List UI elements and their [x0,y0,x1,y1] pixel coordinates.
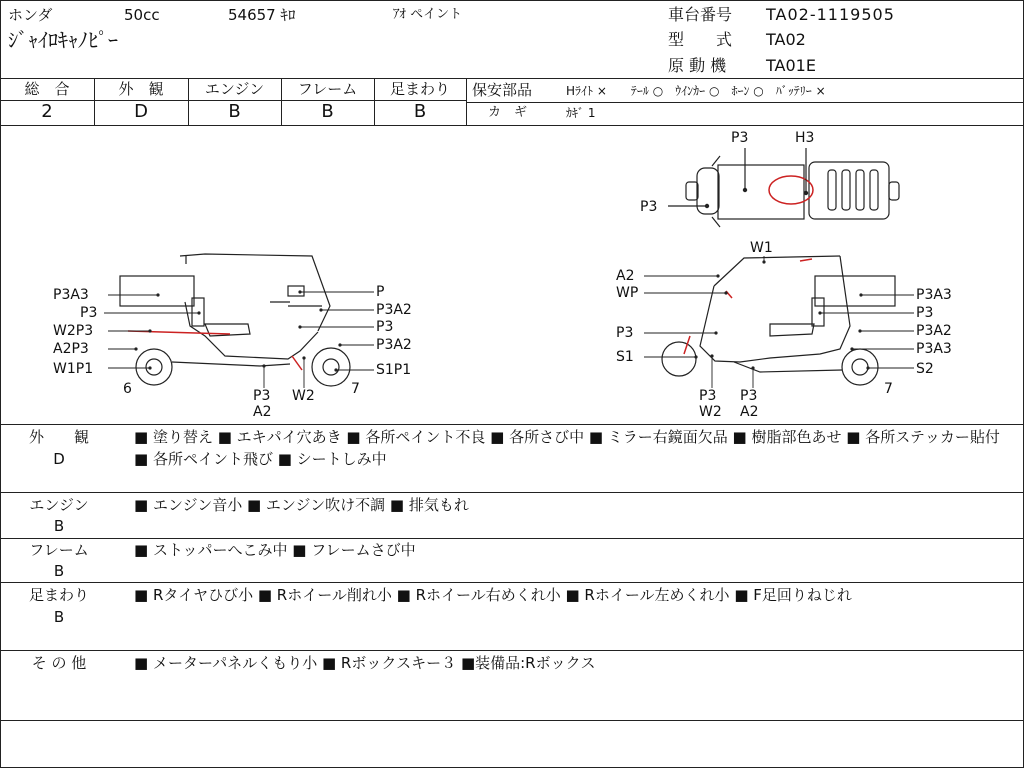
rule [0,720,1024,721]
label-l-12: 7 [351,381,360,397]
exterior-section-grade: D [53,450,65,468]
other-section-label: そ の 他 [31,654,87,672]
label-top-h3: H3 [795,130,815,146]
exterior-label: 外 観 [118,80,164,98]
suspension-grade: B [413,101,427,122]
damage-diagram [0,126,1024,424]
label-l-1: P3A3 [53,287,89,303]
engine-type-label: 原 動 機 [668,56,727,75]
suspension-section-label: 足まわり [28,586,89,604]
right-side-scooter [662,256,895,385]
model-name: ｼﾞｬｲﾛｷｬﾉﾋﾟｰ [8,28,118,52]
safety-items: Hﾗｲﾄ × ﾃｰﾙ ○ ｳｲﾝｶｰ ○ ﾎｰﾝ ○ ﾊﾞｯﾃﾘｰ × [566,84,826,98]
exterior-grade: D [134,101,148,122]
rule [0,424,1024,425]
label-r-15: 7 [884,381,893,397]
overall-label: 総 合 [24,80,70,98]
frame-no-label: 車台番号 [668,5,733,24]
label-l-6: 6 [123,381,132,397]
engine-section-label: エンジン [29,496,89,514]
label-r-4: P3 [616,325,634,341]
label-r-1: W1 [750,240,773,256]
label-r-12: P3A2 [916,323,952,339]
maker: ホンダ [8,6,53,24]
engine-section-grade: B [53,517,65,535]
label-l-5: W1P1 [53,361,94,377]
displacement: 50cc [124,6,160,24]
label-l-7: P [376,284,385,300]
label-r-14: S2 [916,361,934,377]
label-r-7: W2 [699,404,722,420]
label-l-4: A2P3 [53,341,89,357]
label-top-p3b: P3 [640,199,658,215]
engine-remarks: ■ エンジン音小 ■ エンジン吹け不調 ■ 排気もれ [134,496,469,514]
label-r-8: P3 [740,388,758,404]
safety-label: 保安部品 [472,81,533,99]
key-label: カ ギ [488,105,528,120]
exterior-section-label: 外 観 [28,428,89,446]
frame-no: TA02-1119505 [766,5,895,24]
suspension-label: 足まわり [389,80,450,98]
label-r-10: P3A3 [916,287,952,303]
label-top-p3: P3 [731,130,749,146]
label-r-11: P3 [916,305,934,321]
label-r-3: WP [616,285,639,301]
rule [0,78,1024,79]
mileage: 54657 ｷﾛ [228,6,296,24]
label-l-8: P3A2 [376,302,412,318]
label-l-9: P3 [376,319,394,335]
label-r-13: P3A3 [916,341,952,357]
overall-grade: 2 [41,101,53,122]
engine-grade: B [228,101,241,122]
suspension-remarks: ■ Rタイヤひび小 ■ Rホイール削れ小 ■ Rホイール右めくれ小 ■ Rホイール左めくれ小 ■ F足回りねじれ [134,586,852,604]
label-r-2: A2 [616,268,635,284]
frame-grade: B [321,101,334,122]
rule [0,492,1024,493]
label-l-15: W2 [292,388,315,404]
rule [0,650,1024,651]
rule [466,102,1024,103]
label-l-2: P3 [80,305,98,321]
label-l-10: P3A2 [376,337,412,353]
label-l-11: S1P1 [376,362,412,378]
label-l-14: A2 [253,404,272,420]
label-l-13: P3 [253,388,271,404]
engine-type-value: TA01E [766,56,816,75]
suspension-section-grade: B [53,608,65,626]
engine-label: エンジン [204,80,265,98]
label-r-5: S1 [616,349,634,365]
rule [466,78,467,125]
other-remarks: ■ メーターパネルくもり小 ■ Rボックスキー３ ■装備品:Rボックス [134,654,596,672]
frame-section-label: フレーム [29,541,89,559]
rule [0,582,1024,583]
frame-section-grade: B [53,562,65,580]
frame-label: フレーム [297,80,358,98]
top-view-scooter [668,148,899,227]
left-side-scooter [120,254,350,386]
label-l-3: W2P3 [53,323,94,339]
type-value: TA02 [766,30,806,49]
label-r-6: P3 [699,388,717,404]
exterior-remarks: ■ 塗り替え ■ エキパイ穴あき ■ 各所ペイント不良 ■ 各所さび中 ■ ミラー右鏡面欠品 ■ 樹脂部色あせ ■ 各所ステッカー貼付 ■ 各所ペイント飛び ■ シートしみ中 [134,428,1000,468]
type-label: 型 式 [668,30,733,49]
frame-remarks: ■ ストッパーへこみ中 ■ フレームさび中 [134,541,416,559]
color: ｱｵ ペイント [393,7,463,22]
label-r-9: A2 [740,404,759,420]
key-value: ｶｷﾞ 1 [566,106,596,120]
